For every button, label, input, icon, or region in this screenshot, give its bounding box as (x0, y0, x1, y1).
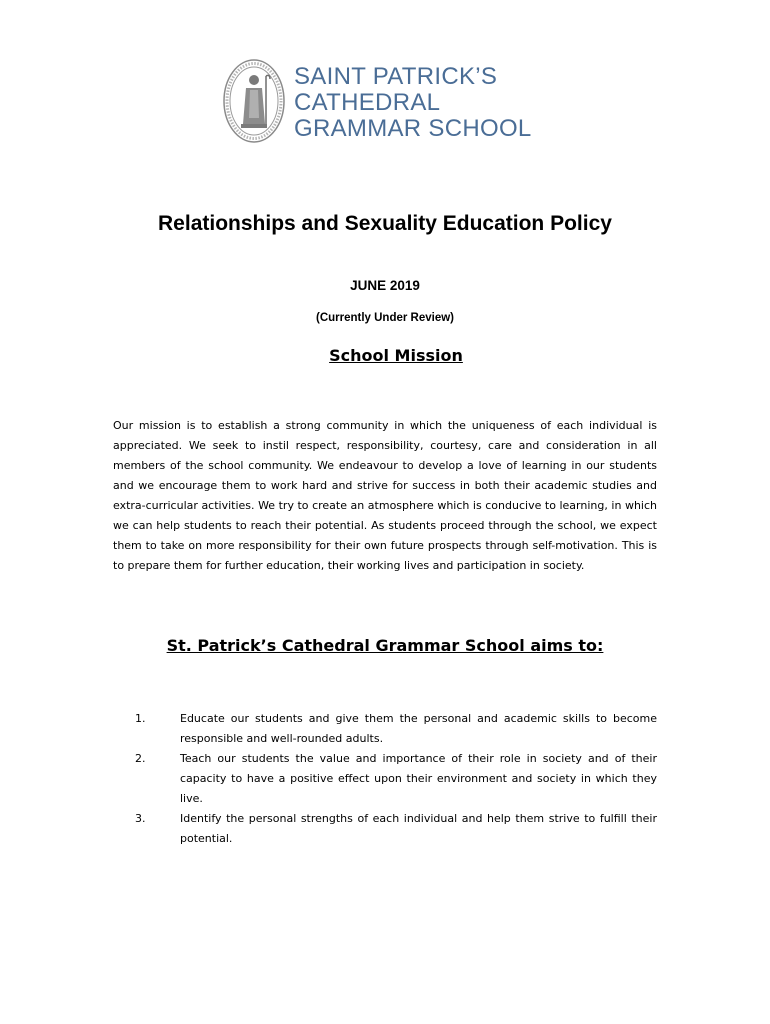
aims-heading: St. Patrick’s Cathedral Grammar School aims to: (166, 636, 604, 655)
mission-heading: School Mission (329, 346, 463, 365)
school-name (294, 64, 532, 142)
aims-list (113, 709, 657, 849)
aims-item-number: 1. (135, 712, 146, 725)
aims-item-number: 2. (135, 752, 146, 765)
school-name-line-3: GRAMMAR SCHOOL (294, 115, 532, 142)
document-title: Relationships and Sexuality Education Policy (158, 212, 612, 235)
aims-list-item (113, 749, 657, 809)
aims-item-text: Identify the personal strengths of each individual and help them strive to fulfill their potential. (180, 812, 657, 845)
aims-item-text: Teach our students the value and importance of their role in society and of their capacity to have a positive effect upon their environment and society in which they live. (180, 752, 657, 805)
aims-item-text: Educate our students and give them the personal and academic skills to become responsible and well-rounded adults. (180, 712, 657, 745)
aims-list-item (113, 709, 657, 749)
aims-item-number: 3. (135, 812, 146, 825)
mission-paragraph: Our mission is to establish a strong community in which the uniqueness of each individual is appreciated. We seek to instil respect, responsibility, courtesy, care and consideration in all members of the school community. We endeavour to develop a love of learning in our students and we encourage them to work hard and strive for success in both their academic studies and extra-curricular activities. We try to create an atmosphere which is conducive to learning, in which we can help students to reach their potential. As students proceed through the school, we expect them to take on more responsibility for their own future prospects through self-motivation. This is to prepare them for further education, their working lives and participation in society. (113, 419, 657, 572)
document-date: JUNE 2019 (350, 278, 420, 293)
aims-list-item (113, 809, 657, 849)
school-logo (222, 58, 562, 148)
school-name-line-2: CATHEDRAL (294, 89, 441, 116)
review-status: (Currently Under Review) (315, 312, 455, 324)
school-name-line-1: SAINT PATRICK’S (294, 63, 498, 90)
school-crest-icon (222, 58, 286, 144)
